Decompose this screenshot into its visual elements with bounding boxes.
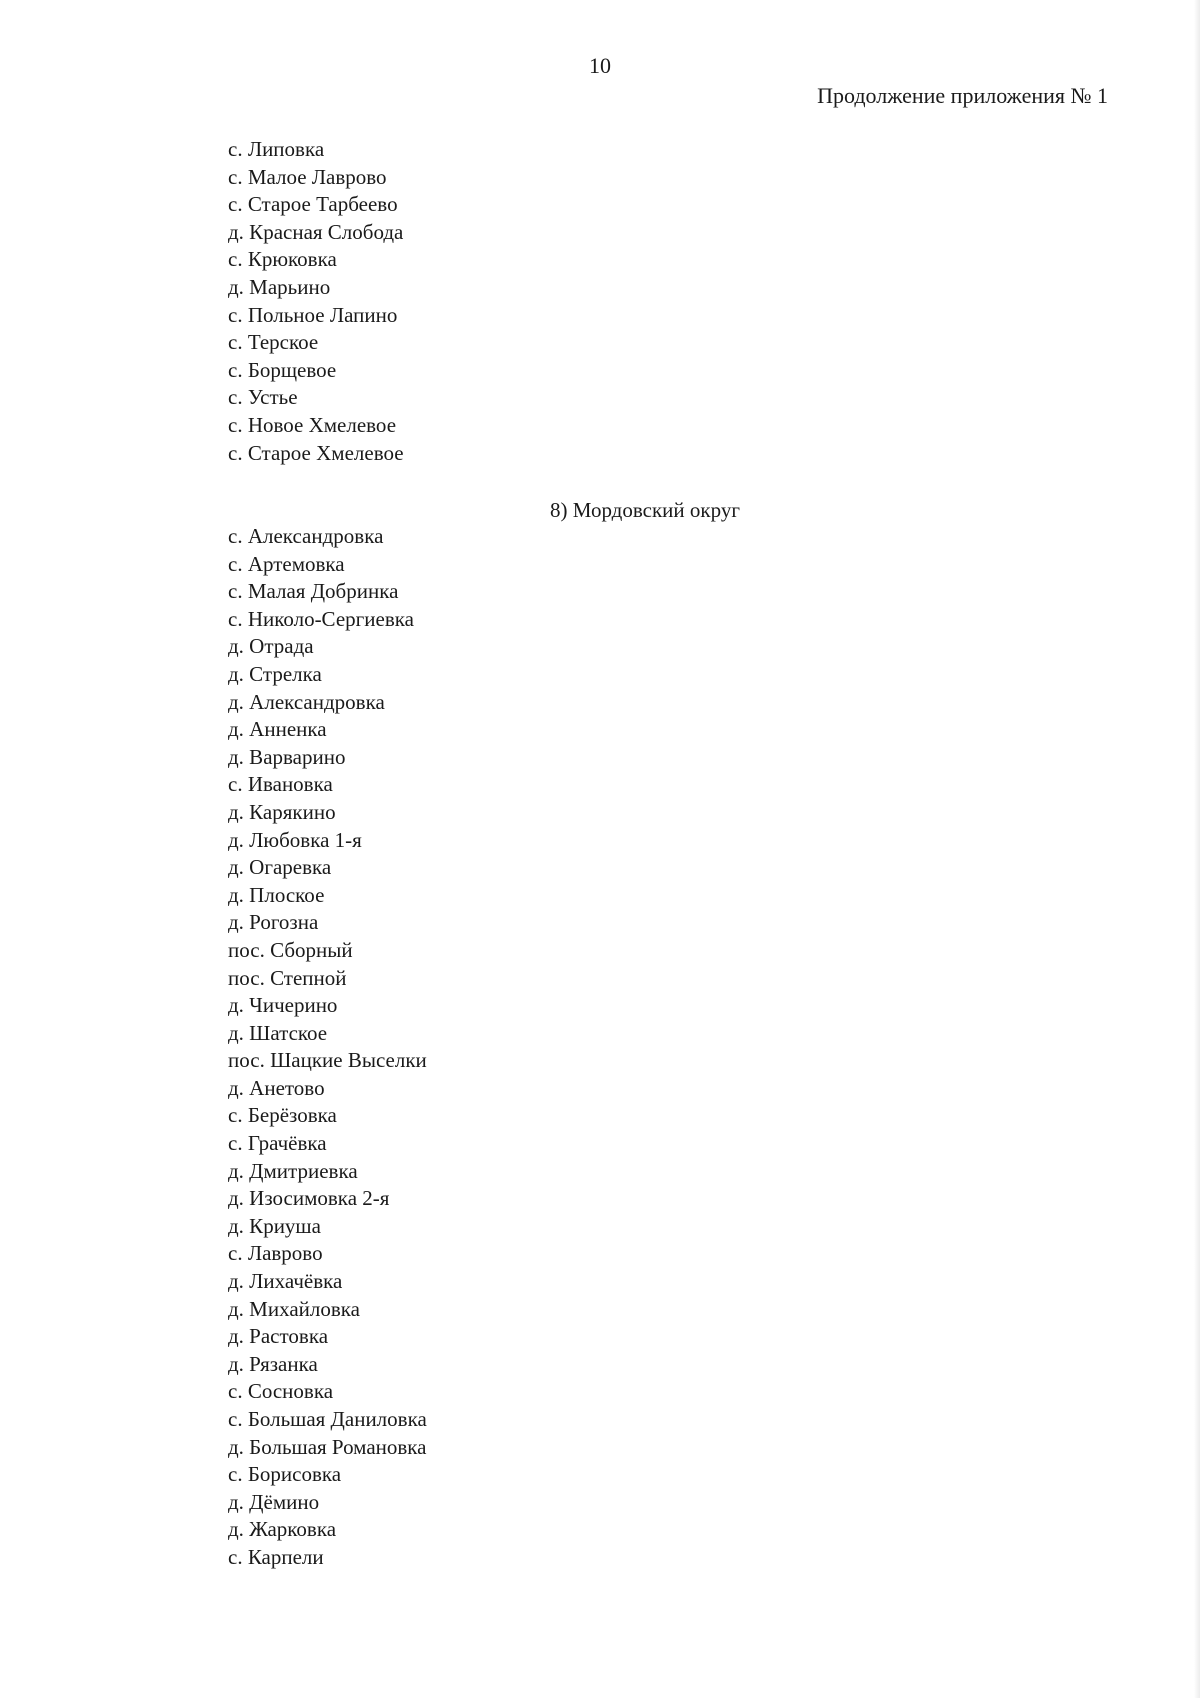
list-item: д. Изосимовка 2-я: [228, 1186, 390, 1211]
page-number: 10: [589, 53, 611, 78]
list-item: д. Анетово: [228, 1075, 325, 1100]
list-item: д. Анненка: [228, 717, 327, 742]
scan-edge-shadow: [1194, 0, 1200, 1698]
list-item: д. Шатское: [228, 1020, 328, 1045]
list-item: с. Борисовка: [228, 1462, 342, 1487]
list-item: д. Марьино: [228, 274, 331, 299]
list-item: с. Ивановка: [228, 772, 333, 797]
list-item: д. Большая Романовка: [228, 1434, 427, 1459]
list-item: с. Большая Даниловка: [228, 1407, 427, 1431]
list-item: с. Польное Лапино: [228, 302, 398, 327]
list-item: д. Огаревка: [228, 855, 332, 880]
list-item: с. Устье: [228, 385, 298, 410]
list-item: пос. Шацкие Выселки: [228, 1048, 427, 1073]
list-item: с. Малое Лаврово: [228, 164, 387, 189]
list-item: с. Берёзовка: [228, 1103, 337, 1128]
list-item: д. Жарковка: [228, 1517, 337, 1542]
list-item: д. Рязанка: [228, 1351, 318, 1376]
list-item: д. Любовка 1-я: [228, 827, 362, 852]
list-item: д. Рогозна: [228, 910, 319, 935]
list-item: пос. Сборный: [228, 937, 353, 962]
settlement-list-mordovsky: [228, 523, 427, 1572]
list-item: с. Сосновка: [228, 1379, 334, 1404]
list-item: д. Михайловка: [228, 1296, 360, 1321]
list-item: д. Дмитриевка: [228, 1158, 358, 1183]
list-item: д. Варварино: [228, 744, 346, 769]
list-item: с. Новое Хмелевое: [228, 412, 397, 437]
list-item: с. Александровка: [228, 524, 384, 548]
list-item: д. Лихачёвка: [228, 1269, 343, 1294]
list-item: д. Дёмино: [228, 1489, 320, 1514]
list-item: д. Отрада: [228, 634, 314, 659]
list-item: с. Крюковка: [228, 247, 337, 272]
section-heading: 8) Мордовский округ: [550, 498, 740, 522]
list-item: с. Грачёвка: [228, 1131, 327, 1156]
list-item: д. Растовка: [228, 1324, 329, 1349]
annex-header: Продолжение приложения № 1: [817, 83, 1108, 108]
list-item: с. Терское: [228, 330, 319, 355]
list-item: д. Стрелка: [228, 661, 322, 686]
list-item: с. Карпели: [228, 1544, 324, 1569]
list-item: с. Борщевое: [228, 357, 337, 382]
list-item: с. Старое Тарбеево: [228, 192, 398, 217]
list-item: пос. Степной: [228, 965, 347, 990]
settlement-list-previous-section: [228, 136, 404, 467]
list-item: с. Липовка: [228, 137, 325, 161]
list-item: с. Старое Хмелевое: [228, 440, 404, 465]
list-item: с. Артемовка: [228, 551, 345, 576]
list-item: д. Красная Слобода: [228, 219, 404, 244]
list-item: д. Чичерино: [228, 993, 338, 1018]
list-item: с. Малая Добринка: [228, 579, 399, 604]
list-item: д. Плоское: [228, 882, 325, 907]
list-item: д. Карякино: [228, 799, 336, 824]
list-item: д. Александровка: [228, 689, 385, 714]
list-item: с. Лаврово: [228, 1241, 323, 1266]
list-item: с. Николо-Сергиевка: [228, 606, 414, 631]
list-item: д. Криуша: [228, 1213, 321, 1238]
